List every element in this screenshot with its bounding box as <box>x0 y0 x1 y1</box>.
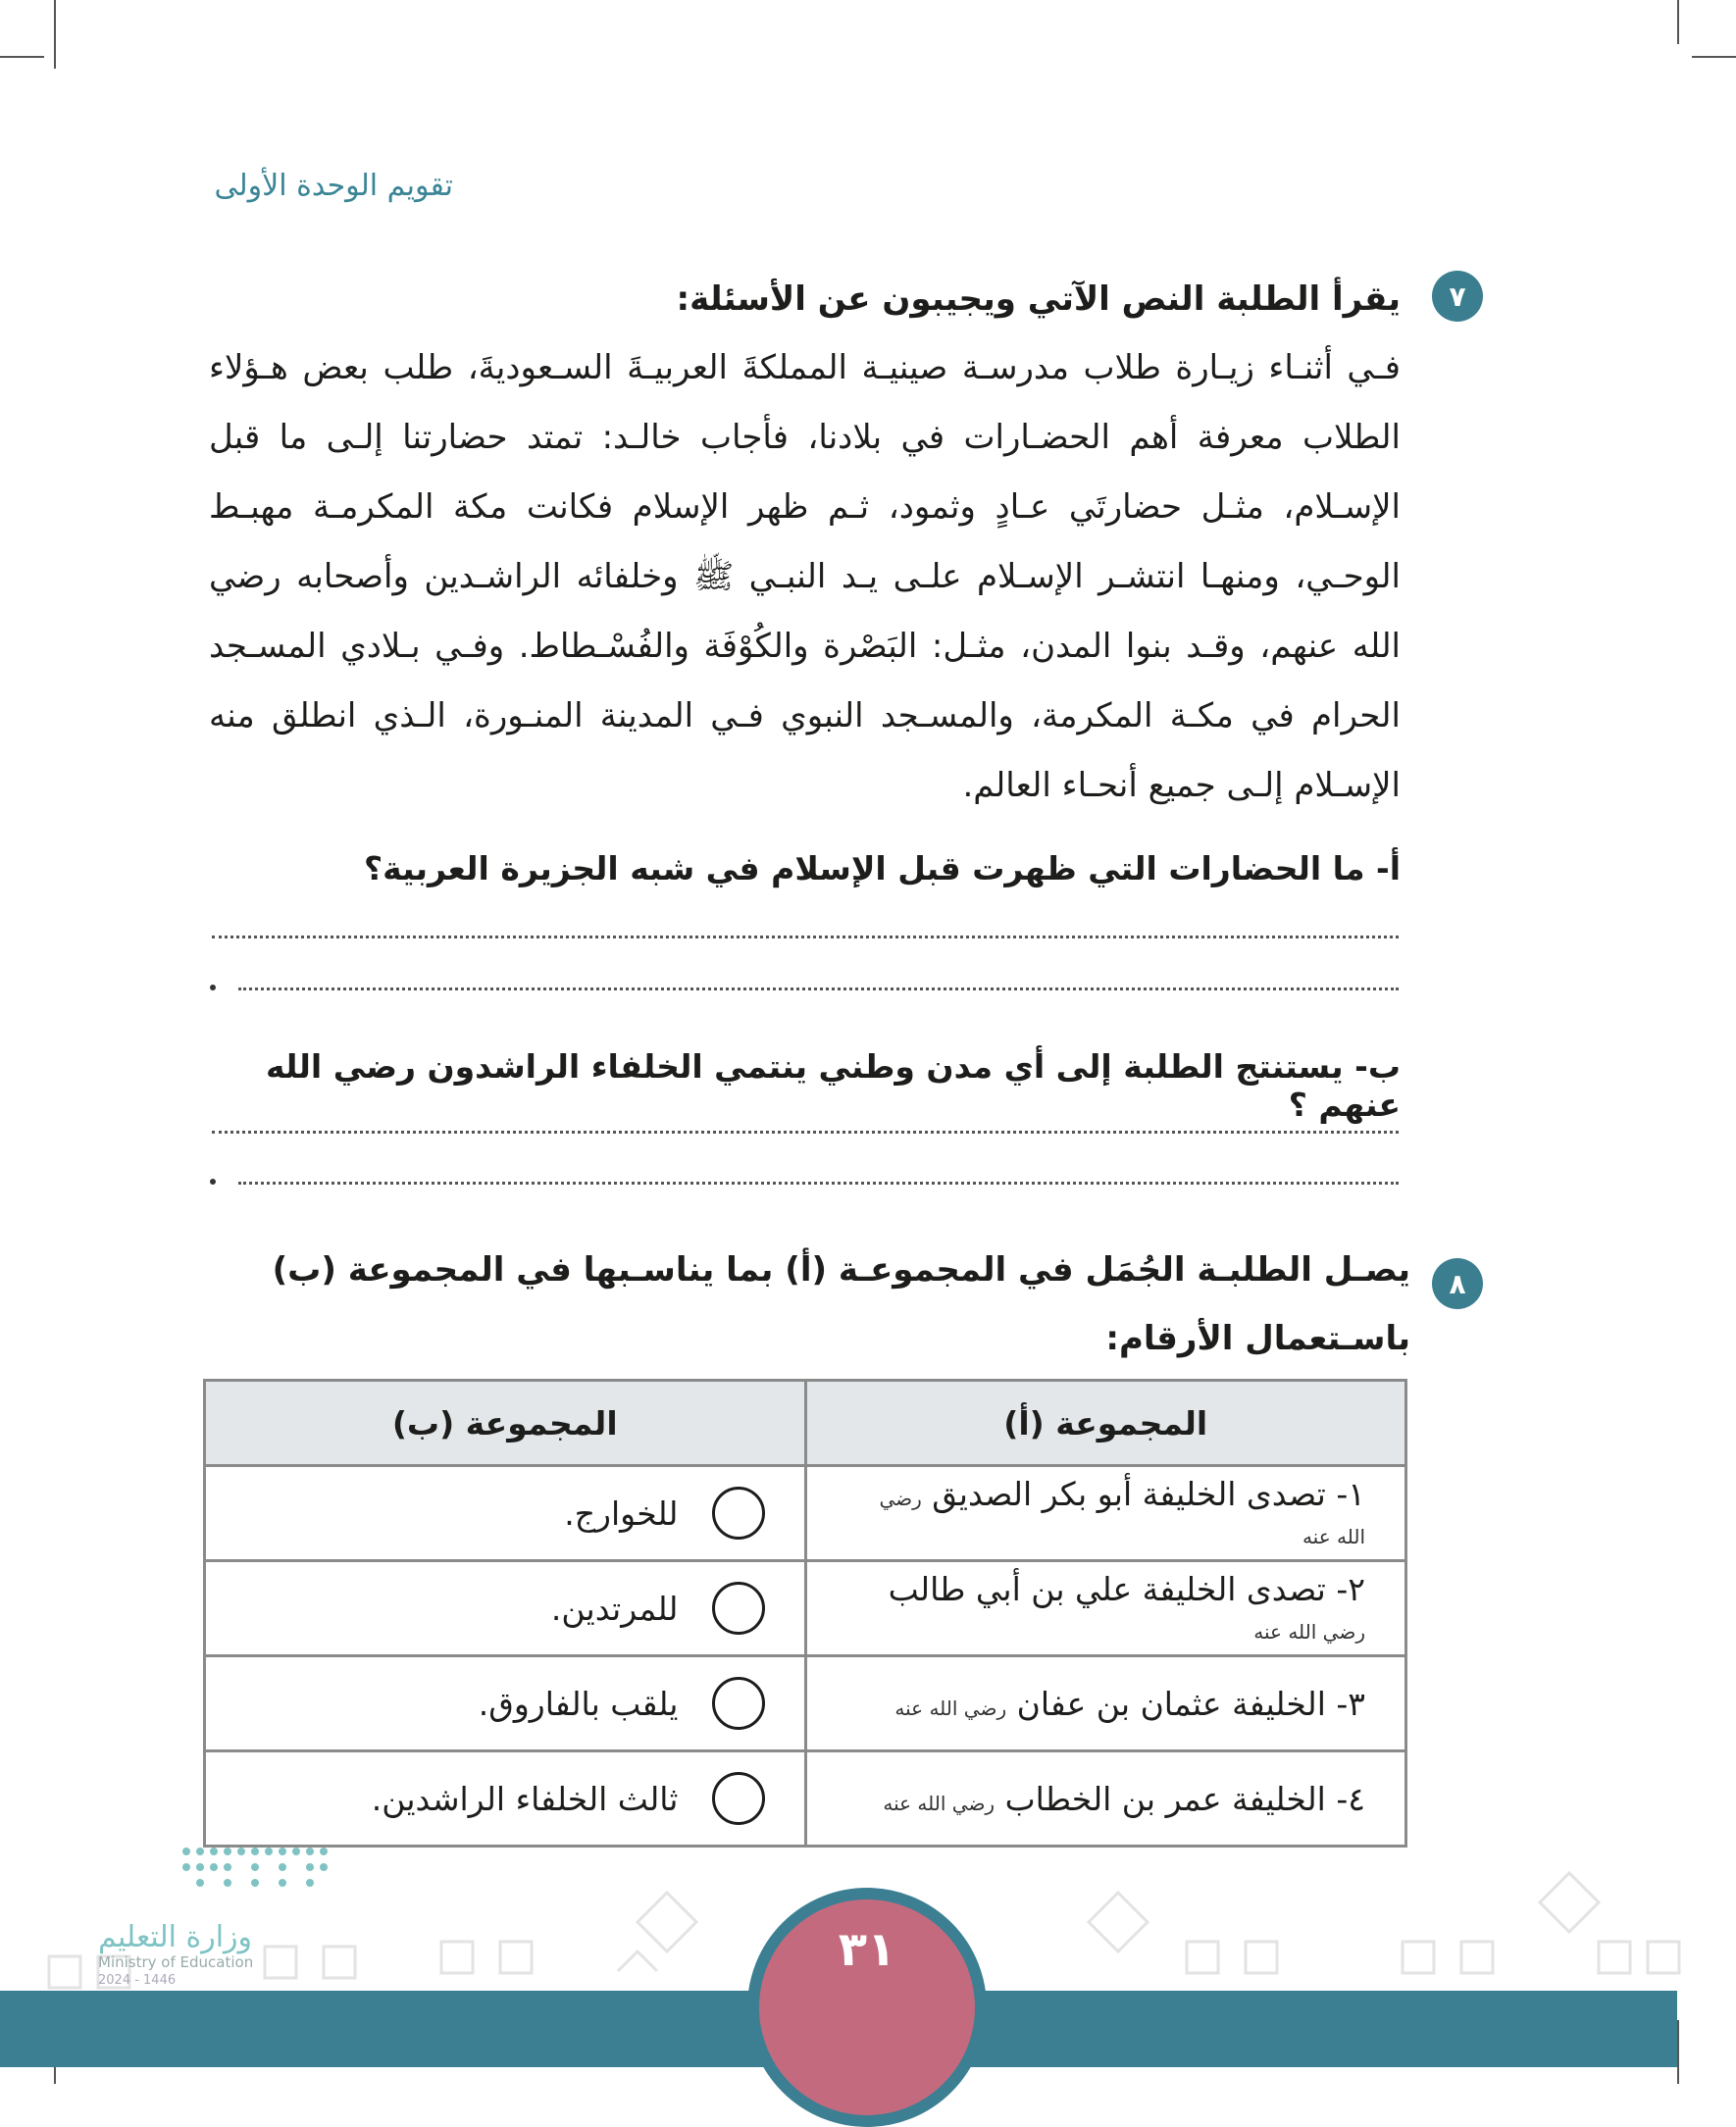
group-b-item: للخوارج. <box>205 1466 806 1561</box>
question-8-title: يصـل الطلبـة الجُمَل في المجموعـة (أ) بما يناسـبها في المجموعة (ب) باسـتعمال الأرقام: <box>272 1250 1410 1358</box>
table-row <box>205 1466 1406 1561</box>
answer-line[interactable] <box>212 1131 1399 1134</box>
group-a-item: ٢- تصدى الخليفة علي بن أبي طالب رضي الله عنه <box>805 1561 1406 1656</box>
question-8-number: ٨ <box>1432 1258 1483 1309</box>
question-7-passage: فـي أثنـاء زيـارة طلاب مدرسـة صينيـة المملكةَ العربيـةَ السـعوديةَ، طلب بعض هـؤلاء الطلاب معرفة أهم الحضـارات في بلادنا، فأجاب خالـد: تمتد حضارتنا إلـى ما قبل الإسـلام، مثـل حضارتَي عـادٍ وثمود، ثـم ظهر الإسلام فكانت مكة المكرمـة مهبـط الوحـي، ومنهـا انتشـر الإسـلام علـى يـد النبـي ﷺ وخلفائه الراشـدين وأصحابه رضي الله عنهم، وقـد بنوا المدن، مثـل: البَصْرة والكُوْفَة والفُسْـطاط. وفـي بـلادي المسـجد الحرام في مكـة المكرمة، والمسـجد النبوي فـي المدينة المنـورة، الـذي انطلق منه الإسـلام إلـى جميع أنحـاء العالم. <box>209 348 1401 805</box>
honorific: رضي الله عنه <box>883 1791 996 1815</box>
group-a-item: ٣- الخليفة عثمان بن عفان رضي الله عنه <box>805 1656 1406 1751</box>
crop-mark <box>0 56 44 58</box>
question-7b-text: ب- يستنتج الطلبة إلى أي مدن وطني ينتمي الخلفاء الراشدون رضي الله عنهم ؟ <box>266 1047 1401 1124</box>
table-row <box>205 1751 1406 1847</box>
answer-circle[interactable] <box>712 1582 765 1635</box>
group-b-item: ثالث الخلفاء الراشدين. <box>205 1751 806 1847</box>
answer-line[interactable] <box>238 988 1399 990</box>
answer-circle[interactable] <box>712 1487 765 1540</box>
crop-mark <box>1677 2020 1679 2084</box>
honorific: رضي الله عنه <box>879 1487 1365 1548</box>
table-row <box>205 1656 1406 1751</box>
crop-mark <box>54 0 56 69</box>
honorific: رضي الله عنه <box>1253 1620 1365 1644</box>
crop-mark <box>1677 0 1679 44</box>
answer-circle[interactable] <box>712 1677 765 1730</box>
question-7-title: يقرأ الطلبة النص الآتي ويجيبون عن الأسئلة: <box>676 279 1401 319</box>
group-a-header: المجموعة (أ) <box>805 1381 1406 1466</box>
matching-table <box>203 1379 1407 1848</box>
answer-line[interactable] <box>212 936 1399 938</box>
answer-bullet <box>210 1179 216 1185</box>
group-a-item: ١- تصدى الخليفة أبو بكر الصديق رضي الله عنه <box>805 1466 1406 1561</box>
answer-bullet <box>210 985 216 990</box>
group-b-header: المجموعة (ب) <box>205 1381 806 1466</box>
question-7a-text: أ- ما الحضارات التي ظهرت قبل الإسلام في شبه الجزيرة العربية؟ <box>363 849 1401 887</box>
answer-circle[interactable] <box>712 1772 765 1825</box>
answer-line[interactable] <box>238 1182 1399 1185</box>
page-number: ٣١ <box>838 1922 896 1977</box>
ministry-logo-english: Ministry of Education <box>98 1953 254 1971</box>
group-b-item: للمرتدين. <box>205 1561 806 1656</box>
group-a-item: ٤- الخليفة عمر بن الخطاب رضي الله عنه <box>805 1751 1406 1847</box>
crop-mark <box>1692 56 1736 58</box>
question-7-number: ٧ <box>1432 271 1483 322</box>
group-b-item: يلقب بالفاروق. <box>205 1656 806 1751</box>
ministry-logo-year: 2024 - 1446 <box>98 1973 177 1988</box>
honorific: رضي الله عنه <box>894 1696 1007 1720</box>
ministry-logo-arabic: وزارة التعليم <box>98 1920 253 1954</box>
unit-header-title: تقويم الوحدة الأولى <box>214 169 453 203</box>
ministry-logo-dots <box>177 1844 353 1898</box>
table-row <box>205 1561 1406 1656</box>
